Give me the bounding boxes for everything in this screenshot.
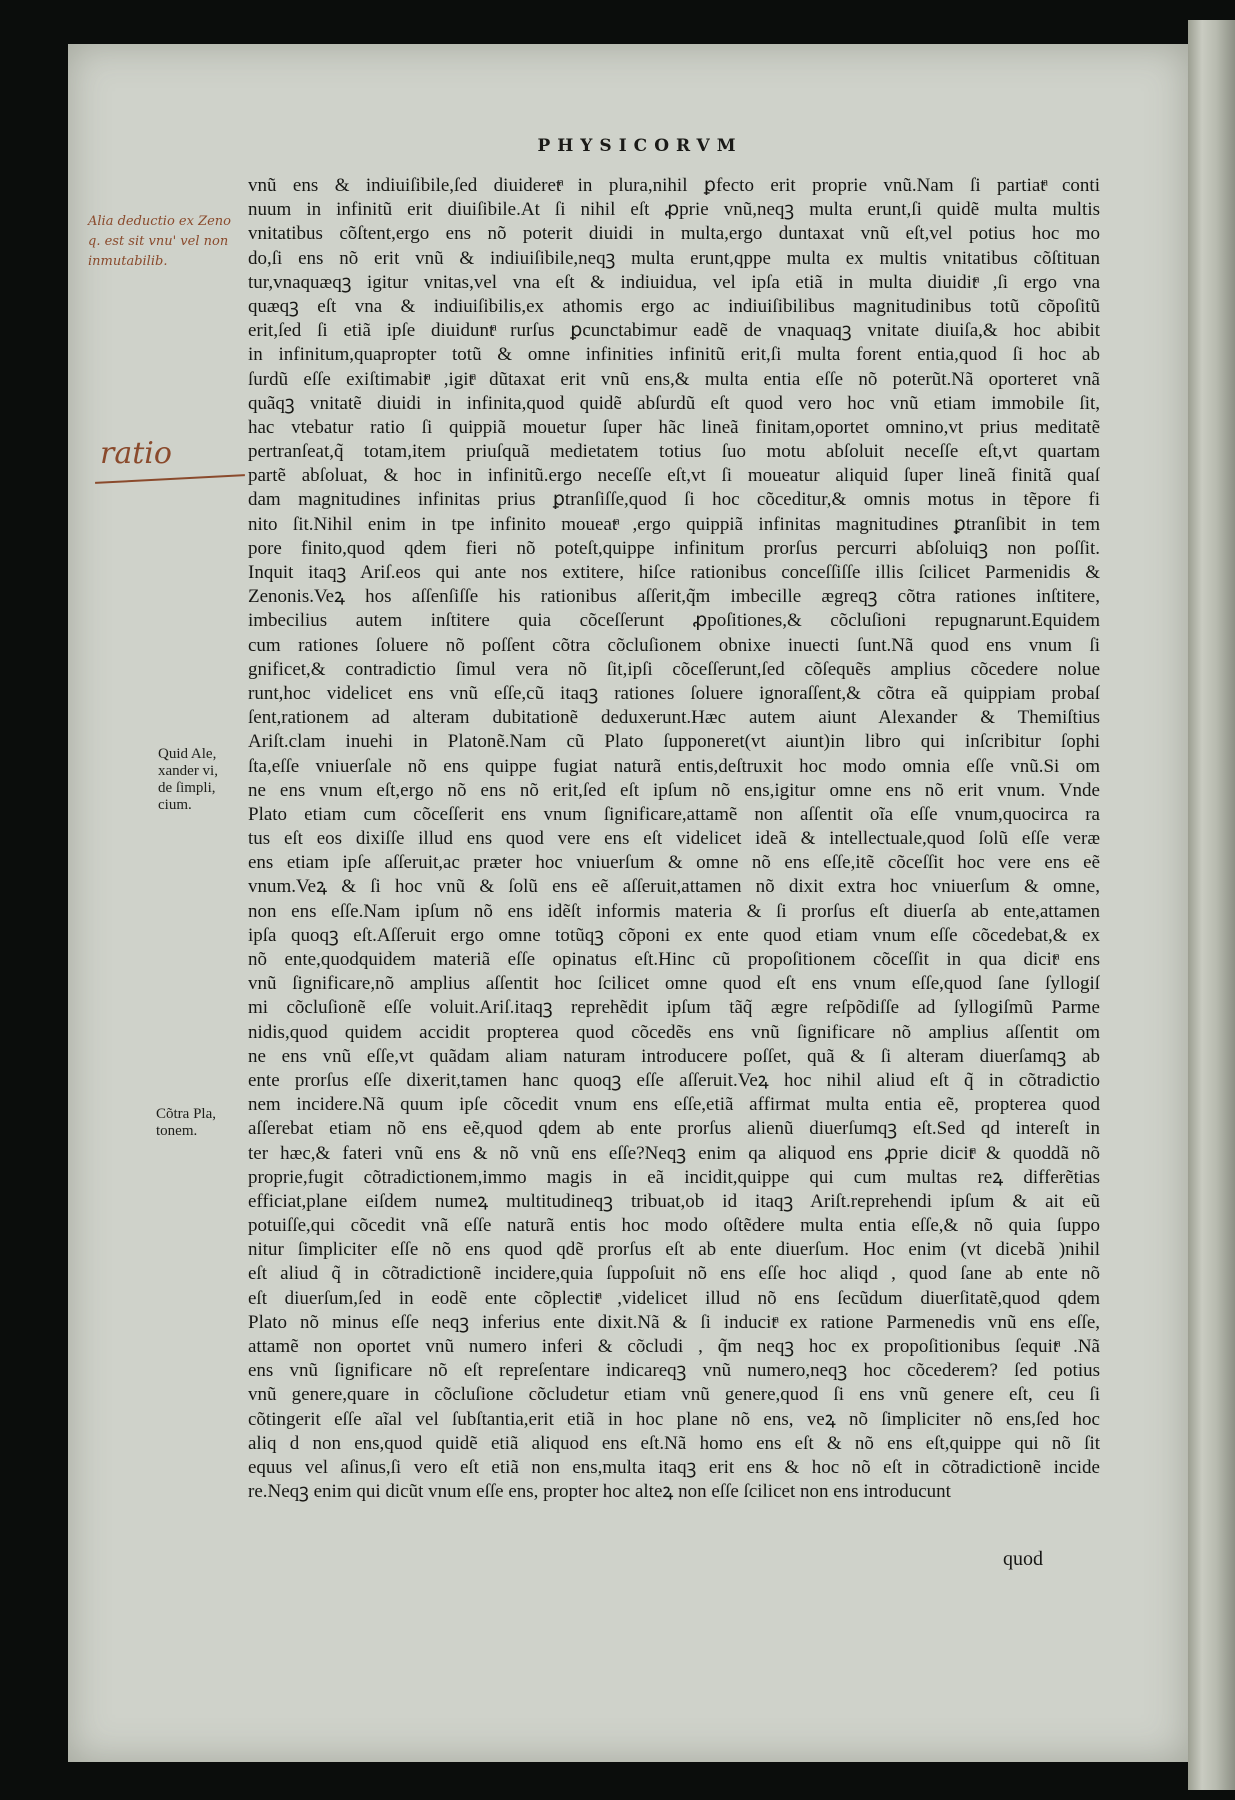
text-line: ne ens vnũ eſſe,vt quãdam aliam naturam introducere poſſet, quã & ſi alteram diuerſamqꝫ ab: [248, 1045, 1100, 1067]
text-line: quãqꝫ vnitatẽ diuidi in infinita,quod quidẽ abſurdũ eſt quod vero hoc vnũ etiam immobile ſit,: [248, 392, 1100, 414]
text-line: non ens eſſe.Nam ipſum nõ ens idẽſt informis materia & ſi prorſus eſt diuerſa ab ente,attamen: [248, 900, 1100, 922]
text-line: ſent,rationem ad alteram dubitationẽ deduxerunt.Hæc autem aiunt Alexander & Themiſtius: [248, 707, 1100, 729]
text-line: imbecilius autem inſtitere quia cõceſſerunt ꝓpoſitiones,& cõcluſioni repugnarunt.Equidem: [248, 610, 1100, 632]
text-line: proprie,fugit cõtradictionem,immo magis in eã incidit,quippe qui cum multas reꝝ differẽtias: [248, 1166, 1100, 1188]
text-line: nuum in infinitũ erit diuiſibile.At ſi nihil eſt ꝓprie vnũ,neqꝫ multa erunt,ſi quidẽ multa multis: [248, 199, 1100, 221]
handwritten-note-line: inmutabilib.: [88, 254, 168, 269]
text-line: Zenonis.Veꝝ hos aſſenſiſſe his rationibus aſſerit,q̃m imbecille ægreqꝫ cõtra rationes inſtitere,: [248, 586, 1100, 608]
margin-note-line: de ſimpli,: [158, 780, 216, 796]
margin-note-line: Quid Ale,: [158, 746, 217, 762]
text-line: attamẽ non oportet vnũ numero inferi & cõcludi , q̃m neqꝫ hoc ex propoſitionibus ſequitͣ .Nã: [248, 1336, 1100, 1357]
text-line: eſt diuerſum,ſed in eodẽ ente cõplectitͣ ,videlicet illud nõ ens ſecũdum diuerſitatẽ,quod qdem: [248, 1287, 1100, 1309]
running-head: PHYSICORVM: [537, 136, 743, 156]
text-line: cum rationes ſoluere nõ poſſent cõtra cõcluſionem obnixe inuecti ſunt.Nã quod ens vnum ſi: [248, 634, 1100, 656]
text-line: ens vnũ ſignificare nõ eſt repreſentare indicareqꝫ vnũ numero,neqꝫ hoc cõcederem? ſed potius: [248, 1360, 1100, 1382]
text-line: gnificet,& contradictio ſimul vera nõ ſit,ipſi cõceſſerunt,ſed cõſequẽs amplius cõcedere nolue: [248, 658, 1100, 680]
text-line: tus eſt eos dixiſſe illud ens quod vere ens eſt videlicet ideã & intellectuale,quod ſolũ eſſe veræ: [248, 828, 1100, 850]
text-line: in infinitum,quapropter totũ & omne infinities infinitũ erit,ſi multa forent entia,quod ſi hoc ab: [248, 344, 1100, 366]
text-line: mi cõcluſionẽ eſſe voluit.Ariſ.itaqꝫ reprehẽdit ipſum tãq̃ ægre reſpõdiſſe ad ſyllogiſmũ Parme: [248, 997, 1100, 1019]
text-line: dam magnitudines infinitas prius ꝑtranſiſſe,quod ſi hoc cõceditur,& omnis motus in tẽpore fi: [248, 489, 1100, 511]
handwritten-note-line: q. est sit vnu' vel non: [88, 234, 229, 249]
text-line: nidis,quod quidem accidit propterea quod cõcedẽs ens vnũ ſignificare nõ amplius aſſentit om: [248, 1021, 1100, 1043]
text-line: eſt aliud q̃ in cõtradictionẽ incidere,quia ſuppoſuit nõ ens eſſe hoc aliqd , quod ſane ab ente nõ: [248, 1263, 1100, 1285]
text-line: cõtingerit eſſe aĩal vel ſubſtantia,erit etiã in hoc plane nõ ens, veꝝ nõ ſimpliciter nõ ens,ſed hoc: [248, 1408, 1100, 1430]
text-line: ter hæc,& fateri vnũ ens & nõ vnũ ens eſſe?Neqꝫ enim qa aliquod ens ꝓprie dicitͣ & quoddã nõ: [248, 1142, 1100, 1164]
text-line: ne ens vnum eſt,ergo nõ ens nõ erit,ſed eſt ipſum nõ ens,igitur omne ens nõ erit vnum. Vnde: [248, 779, 1100, 801]
handwritten-ratio: ratio: [100, 436, 172, 471]
text-line: tur,vnaquæqꝫ igitur vnitas,vel vna eſt & indiuidua, vel ipſa etiã in multa diuiditͣ ,ſi ergo vna: [248, 271, 1100, 293]
text-line: efficiat,plane eiſdem numeꝝ multitudineqꝫ tribuat,ob id itaqꝫ Ariſt.reprehendi ipſum & ait eũ: [248, 1190, 1100, 1212]
text-line: vnitatibus cõſtent,ergo ens nõ poterit diuidi in multa,ergo duntaxat vnũ eſt,vel potius hoc mo: [248, 223, 1100, 245]
text-line: hac vtebatur ratio ſi quippiã mouetur ſuper hãc lineã finitam,oportet omnino,vt prius meditatẽ: [248, 416, 1100, 438]
text-line: pore finito,quod qdem fieri nõ poteſt,quippe infinitum prorſus percurri abſoluiqꝫ non poſſit.: [248, 537, 1100, 559]
text-line: aſſerebat etiam nõ ens eẽ,quod qdem ab ente prorſus alienũ diuerſumqꝫ eſt.Sed qd intereſt in: [248, 1118, 1100, 1140]
margin-note-line: Cõtra Pla,: [156, 1106, 216, 1122]
text-line: nem incidere.Nã quum ipſe cõcedit vnum ens eſſe,etiã affirmat multa entia eẽ, propterea quod: [248, 1094, 1100, 1116]
catchword: quod: [1003, 1548, 1043, 1570]
text-line: vnũ ſignificare,nõ amplius aſſentit hoc ſcilicet omne quod eſt ens vnum eſſe,quod ſane ſyllogiſ: [248, 973, 1100, 995]
text-line: ſurdũ eſſe exiſtimabitͣ ,igitͣ dũtaxat erit vnũ ens,& multa entia eſſe nõ poterũt.Nã oporteret vnã: [248, 368, 1100, 390]
text-line: vnum.Veꝝ & ſi hoc vnũ & ſolũ ens eẽ aſſeruit,attamen nõ dixit extra hoc vniuerſum & omne,: [248, 876, 1100, 898]
text-line: pertranſeat,q̃ totam,item priuſquã medietatem totius ſuo motu abſoluit neceſſe eſt,vt quartam: [248, 441, 1100, 463]
text-line: ſta,eſſe vniuerſale nõ ens quippe fugiat naturã entis,deſtruxit hoc modo omnia eſſe vnũ.Si om: [248, 755, 1100, 777]
margin-note-plato: [156, 1106, 216, 1140]
text-line: nito ſit.Nihil enim in tpe infinito moueatͣ ,ergo quippiã infinitas magnitudines ꝑtranſibit in tem: [248, 513, 1100, 535]
text-line: equus vel aſinus,ſi vero eſt etiã non ens,multa itaqꝫ erit ens & hoc nõ eſt in cõtradictionẽ incide: [248, 1456, 1100, 1478]
text-line: ente prorſus eſſe dixerit,tamen hanc quoqꝫ eſſe aſſeruit.Veꝝ hoc nihil aliud eſt q̃ in cõtradictio: [248, 1069, 1100, 1091]
text-line: nõ ente,quodquidem materiã eſſe opinatus eſt.Hinc cũ propoſitionem cõceſſit in qua dicitͣ ens: [248, 949, 1100, 970]
text-line: potuiſſe,qui cõcedit vnã eſſe naturã entis hoc modo oſtẽdere multa entia eſſe,& nõ quia ſuppo: [248, 1215, 1100, 1237]
text-line: nitur ſimpliciter eſſe nõ ens quod qdẽ prorſus eſt ab ente diuerſum. Hoc enim (vt dicebã )nihil: [248, 1239, 1100, 1261]
text-line: erit,ſed ſi etiã ipſe diuiduntͣ rurſus ꝑcunctabimur eadẽ de vnaquaqꝫ vnitate diuiſa,& hoc abibit: [248, 320, 1100, 342]
text-line: Plato etiam cum cõceſſerit ens vnum ſignificare,attamẽ non aſſentit oĩa eſſe vnum,quocirca ra: [248, 803, 1100, 825]
text-line: vnũ genere,quare in cõcluſione cõcludetur etiam vnũ genere,quod ſi ens vnũ genere eſt, ceu ſi: [248, 1384, 1100, 1406]
text-line: Inquit itaqꝫ Ariſ.eos qui ante nos extitere, hiſce rationibus conceſſiſſe illis ſcilicet Parmenidis &: [248, 562, 1100, 583]
text-line: ens etiam ipſe aſſeruit,ac præter hoc vniuerſum & omne nõ ens eſſe,itẽ cõceſſit hoc vere ens eẽ: [248, 852, 1100, 874]
text-line: ipſa quoqꝫ eſt.Aſſeruit ergo omne totũqꝫ cõponi ex ente quod etiam vnum eſſe cõcedebat,& ex: [248, 924, 1100, 946]
text-line: quæqꝫ eſt vna & indiuiſibilis,ex athomis ergo ac indiuiſibilibus magnitudinibus totũ cõpoſitũ: [248, 295, 1100, 317]
adjacent-page-edge: [1188, 20, 1235, 1790]
text-line: Plato nõ minus eſſe neqꝫ inferius ente dixit.Nã & ſi inducitͣ ex ratione Parmenedis vnũ ens eſſe,: [248, 1311, 1100, 1333]
margin-note-line: xander vi,: [158, 763, 218, 779]
handwritten-note-line: Alia deductio ex Zeno: [88, 214, 231, 229]
text-line: runt,hoc videlicet ens vnũ eſſe,cũ itaqꝫ rationes ſoluere ignoraſſent,& cõtra eã quippiam probaſ: [248, 682, 1100, 704]
text-line: Ariſt.clam inuehi in Platonẽ.Nam cũ Plato ſupponeret(vt aiunt)in libro qui inſcribitur ſophi: [248, 731, 1100, 753]
margin-note-alexander: [158, 746, 218, 814]
text-line: vnũ ens & indiuiſibile,ſed diuideretͣ in plura,nihil ꝑfecto erit proprie vnũ.Nam ſi partiatͣ conti: [248, 175, 1100, 196]
body-text: [248, 174, 1100, 1504]
margin-note-line: tonem.: [156, 1123, 198, 1139]
text-line: partẽ abſoluat, & hoc in infinitũ.ergo neceſſe eſt,vt ſi moueatur aliquid ſuper lineã finitã quaſ: [248, 465, 1100, 487]
margin-note-line: cium.: [158, 797, 192, 813]
handwritten-margin-note: [88, 212, 231, 272]
text-line: re.Neqꝫ enim qui dicũt vnum eſſe ens, propter hoc alteꝝ non eſſe ſcilicet non ens introducunt: [248, 1481, 951, 1503]
text-line: do,ſi ens nõ erit vnũ & indiuiſibile,neqꝫ multa erunt,qppe multa ex multis vnitatibus cõſtituan: [248, 247, 1100, 269]
text-line: aliq d non ens,quod quidẽ etiã aliquod ens eſt.Nã homo ens eſt & nõ ens eſt,quippe qui nõ ſit: [248, 1432, 1100, 1454]
